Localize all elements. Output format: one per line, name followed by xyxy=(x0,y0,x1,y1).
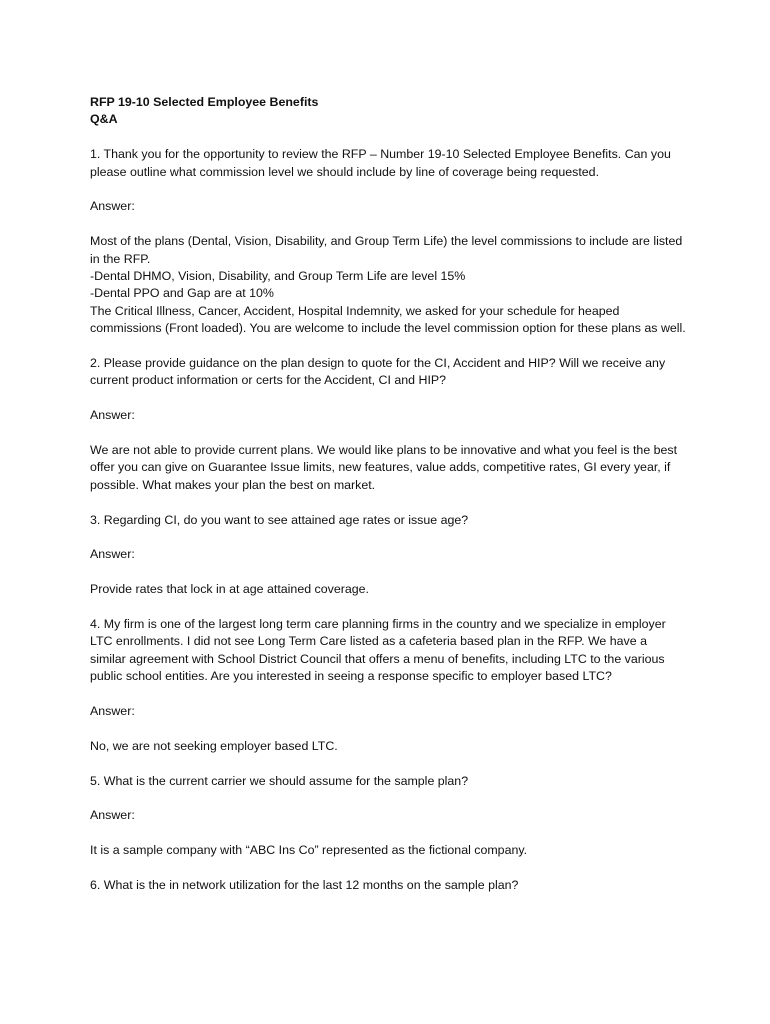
document-page xyxy=(90,94,686,912)
question-3: 3. Regarding CI, do you want to see attained age rates or issue age? xyxy=(90,512,469,527)
answer-1-line: -Dental PPO and Gap are at 10% xyxy=(90,286,274,301)
document-title: RFP 19-10 Selected Employee Benefits xyxy=(90,95,319,109)
document-subtitle: Q&A xyxy=(90,112,118,127)
answer-4: No, we are not seeking employer based LTC. xyxy=(90,738,338,753)
answer-1 xyxy=(90,233,686,337)
answer-label-3: Answer: xyxy=(90,547,135,562)
answer-1-line: Most of the plans (Dental, Vision, Disability, and Group Term Life) the level commissions to include are listed in the RFP. xyxy=(90,234,683,266)
answer-label-2: Answer: xyxy=(90,408,135,423)
question-2: 2. Please provide guidance on the plan design to quote for the CI, Accident and HIP? Will we receive any current product information or certs for the Accident, CI and HIP? xyxy=(90,356,666,388)
question-4: 4. My firm is one of the largest long term care planning firms in the country and we specialize in employer LTC enrollments. I did not see Long Term Care listed as a cafeteria based plan in the RFP. We have a similar agreement with School District Council that offers a menu of benefits, including LTC to the various public school entities. Are you interested in seeing a response specific to employer based LTC? xyxy=(90,617,666,684)
question-5: 5. What is the current carrier we should assume for the sample plan? xyxy=(90,773,469,788)
question-1: 1. Thank you for the opportunity to review the RFP – Number 19-10 Selected Employee Benefits. Can you please outline what commission level we should include by line of coverage being requested. xyxy=(90,147,671,179)
answer-5: It is a sample company with “ABC Ins Co” represented as the fictional company. xyxy=(90,843,528,858)
answer-2: We are not able to provide current plans. We would like plans to be innovative and what you feel is the best offer you can give on Guarantee Issue limits, new features, value adds, competitive rates, GI every year, if possible. What makes your plan the best on market. xyxy=(90,443,678,492)
question-6: 6. What is the in network utilization for the last 12 months on the sample plan? xyxy=(90,878,519,893)
answer-label-4: Answer: xyxy=(90,704,135,719)
answer-1-line: The Critical Illness, Cancer, Accident, Hospital Indemnity, we asked for your schedule for heaped commissions (Front loaded). You are welcome to include the level commission option for these plans as well. xyxy=(90,303,686,336)
answer-label-1: Answer: xyxy=(90,199,135,214)
answer-label-5: Answer: xyxy=(90,808,135,823)
answer-1-line: -Dental DHMO, Vision, Disability, and Group Term Life are level 15% xyxy=(90,269,466,284)
answer-3: Provide rates that lock in at age attained coverage. xyxy=(90,582,369,597)
document-header xyxy=(90,94,686,129)
